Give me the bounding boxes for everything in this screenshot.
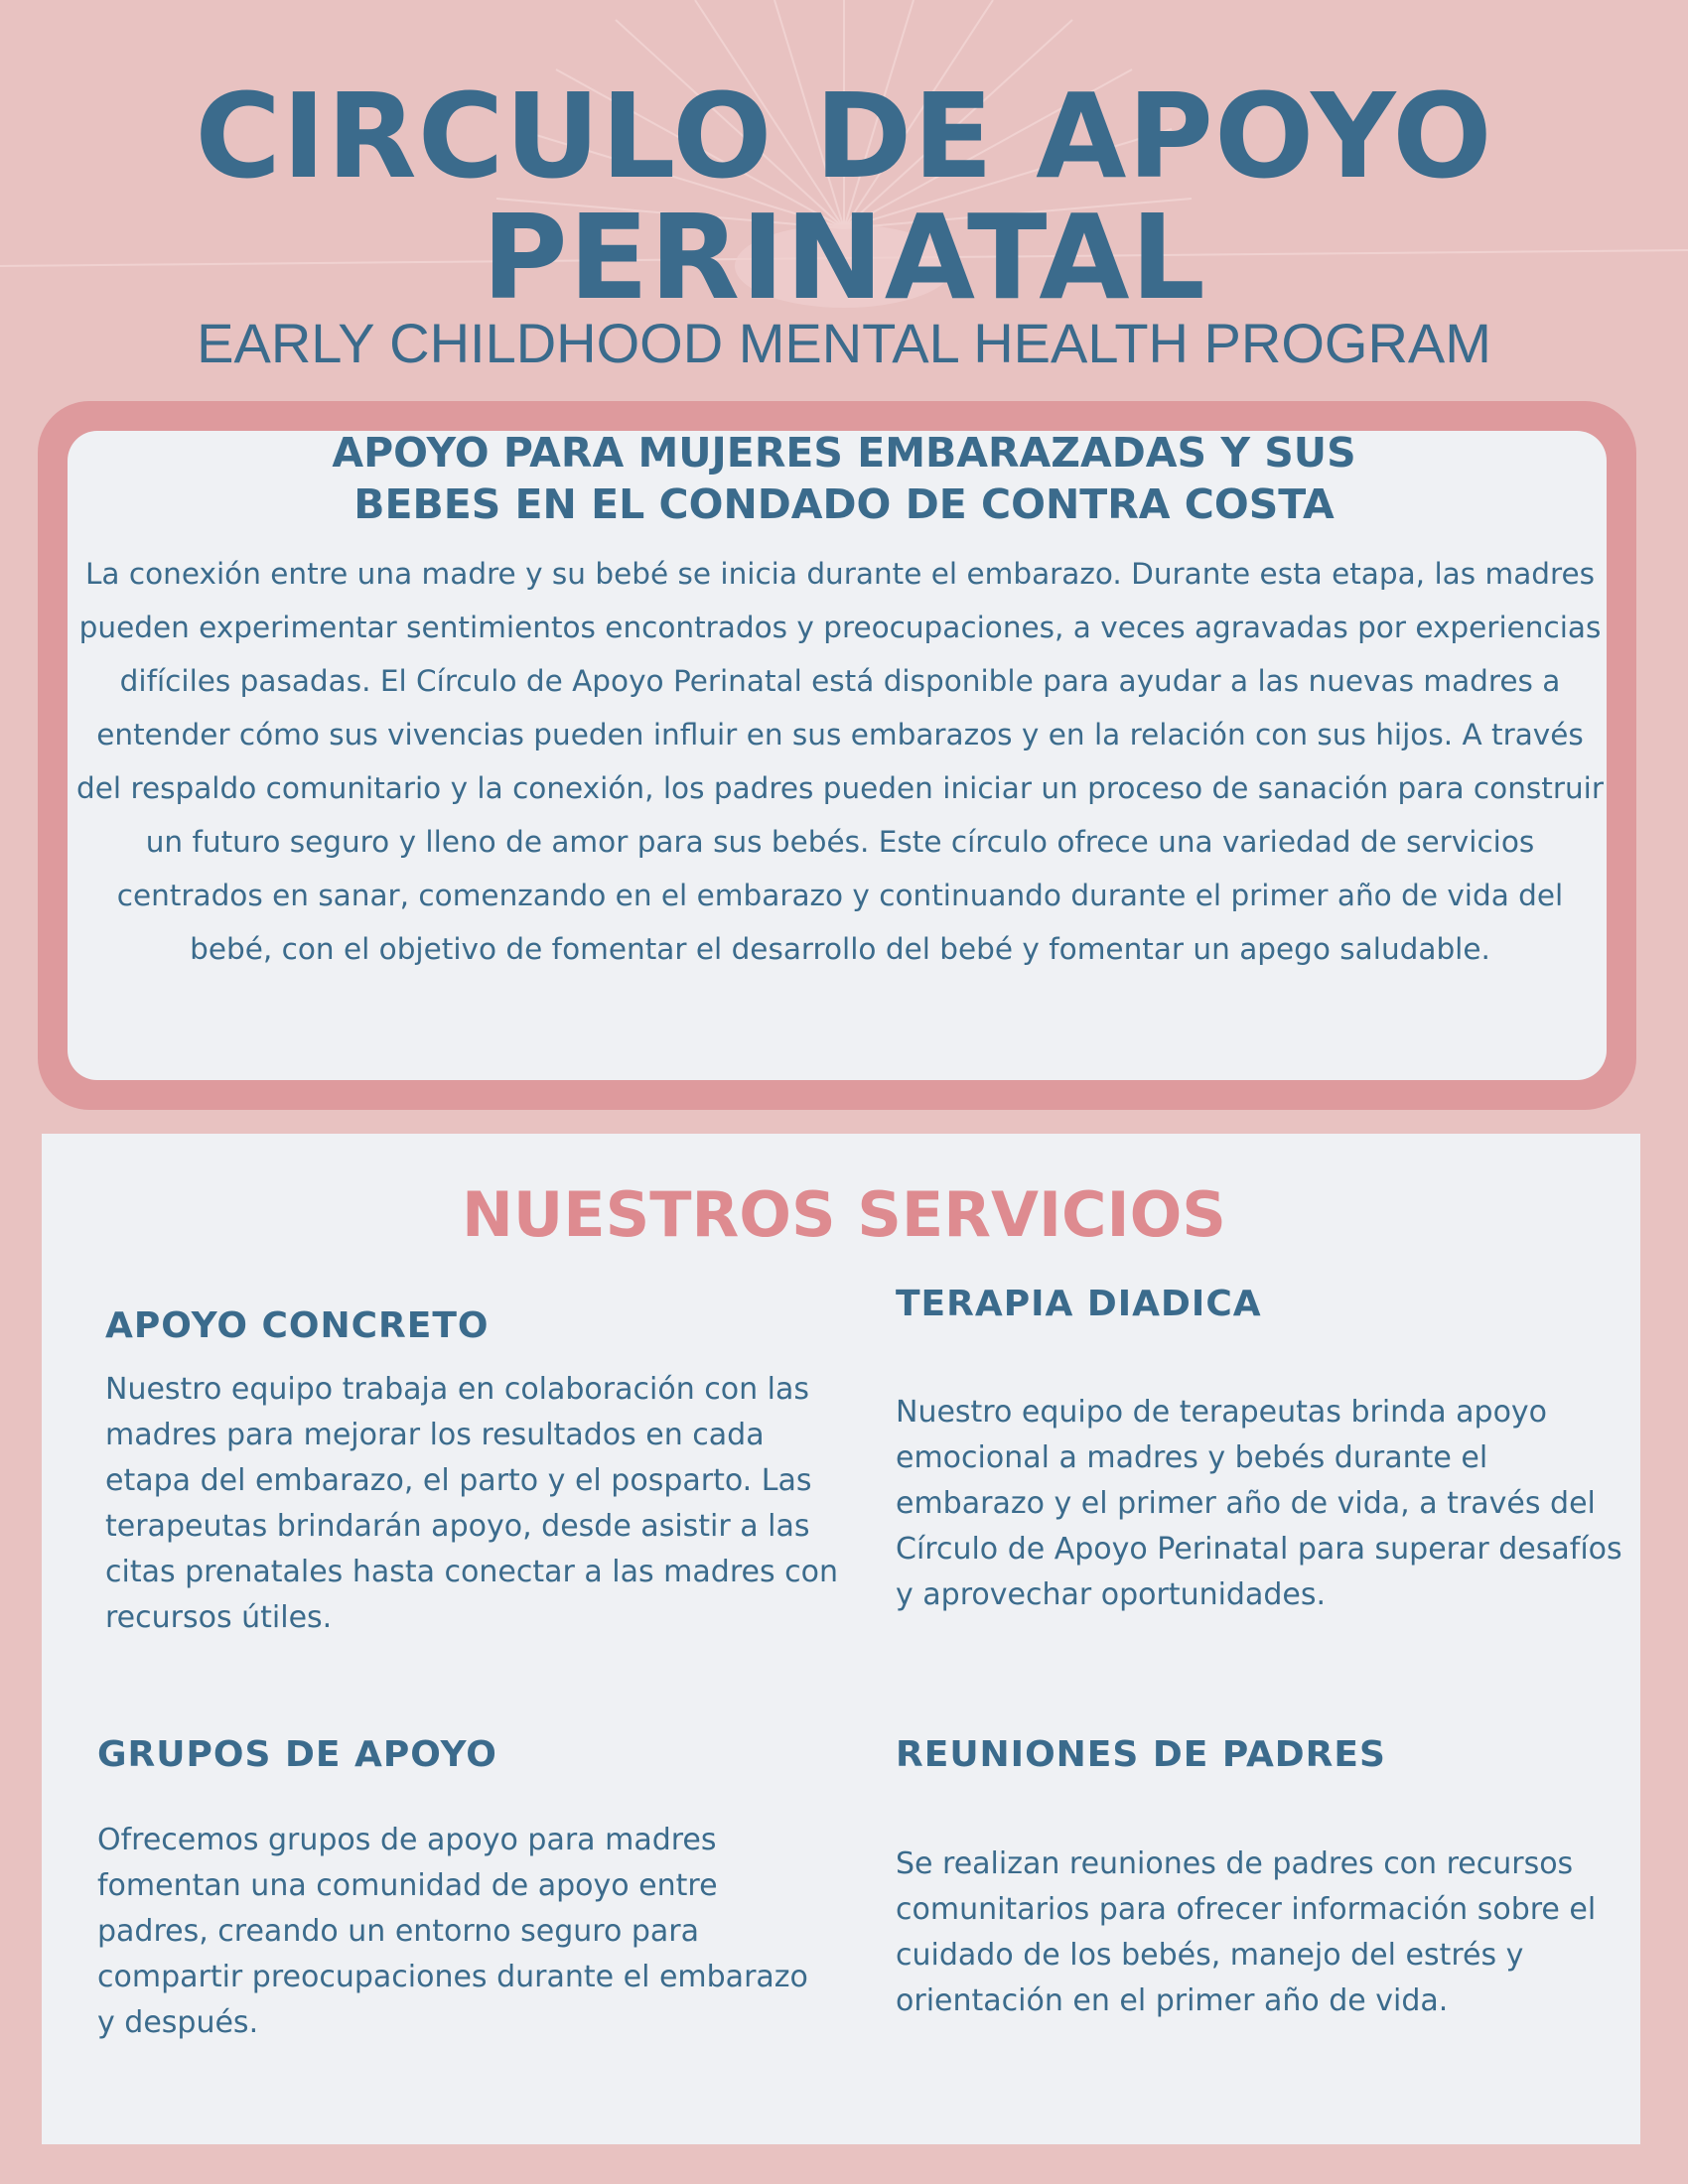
service-body-apoyo-concreto: Nuestro equipo trabaja en colaboración con las madres para mejorar los resultados en cada etapa del embarazo, el parto y el posparto. Las terapeutas brindarán apoyo, desde asistir a las citas prenatales hasta conectar a las madres con recursos útiles. — [105, 1372, 838, 1635]
intro-body: La conexión entre una madre y su bebé se inicia durante el embarazo. Durante esta etapa, las madres pueden experimentar sentimientos encontrados y preocupaciones, a veces agravadas por experiencias difíciles pasadas. El Círculo de Apoyo Perinatal está disponible para ayudar a las nuevas madres a entender cómo sus vivencias pueden influir en sus embarazos y en la relación con sus hijos. A través del respaldo comunitario y la conexión, los padres pueden iniciar un proceso de sanación para construir un futuro seguro y lleno de amor para sus bebés. Este círculo ofrece una variedad de servicios centrados en sanar, comenzando en el embarazo y continuando durante el primer año de vida del bebé, con el objetivo de fomentar el desarrollo del bebé y fomentar un apego saludable. — [76, 557, 1604, 966]
service-body-reuniones-de-padres: Se realizan reuniones de padres con recursos comunitarios para ofrecer información sobre el cuidado de los bebés, manejo del estrés y orientación en el primer año de vida. — [896, 1846, 1597, 2018]
intro-heading: APOYO PARA MUJERES EMBARAZADAS Y SUS BEBES EN EL CONDADO DE CONTRA COSTA — [332, 429, 1356, 528]
page-title-line-1: CIRCULO DE APOYO — [195, 68, 1493, 205]
service-title-apoyo-concreto: APOYO CONCRETO — [105, 1305, 490, 1346]
program-subtitle: EARLY CHILDHOOD MENTAL HEALTH PROGRAM — [197, 312, 1491, 374]
page-title-line-2: PERINATAL — [482, 189, 1206, 326]
service-title-terapia-diadica: TERAPIA DIADICA — [896, 1284, 1262, 1324]
service-body-terapia-diadica: Nuestro equipo de terapeutas brinda apoyo emocional a madres y bebés durante el embarazo y el primer año de vida, a través del Círculo de Apoyo Perinatal para superar desafíos y aprovechar oportunidades. — [896, 1395, 1622, 1612]
service-title-grupos-de-apoyo: GRUPOS DE APOYO — [97, 1734, 497, 1775]
services-heading: NUESTROS SERVICIOS — [462, 1178, 1226, 1251]
service-body-grupos-de-apoyo: Ofrecemos grupos de apoyo para madres fomentan una comunidad de apoyo entre padres, creando un entorno seguro para compartir preocupaciones durante el embarazo y después. — [97, 1823, 808, 2040]
service-title-reuniones-de-padres: REUNIONES DE PADRES — [896, 1734, 1386, 1775]
